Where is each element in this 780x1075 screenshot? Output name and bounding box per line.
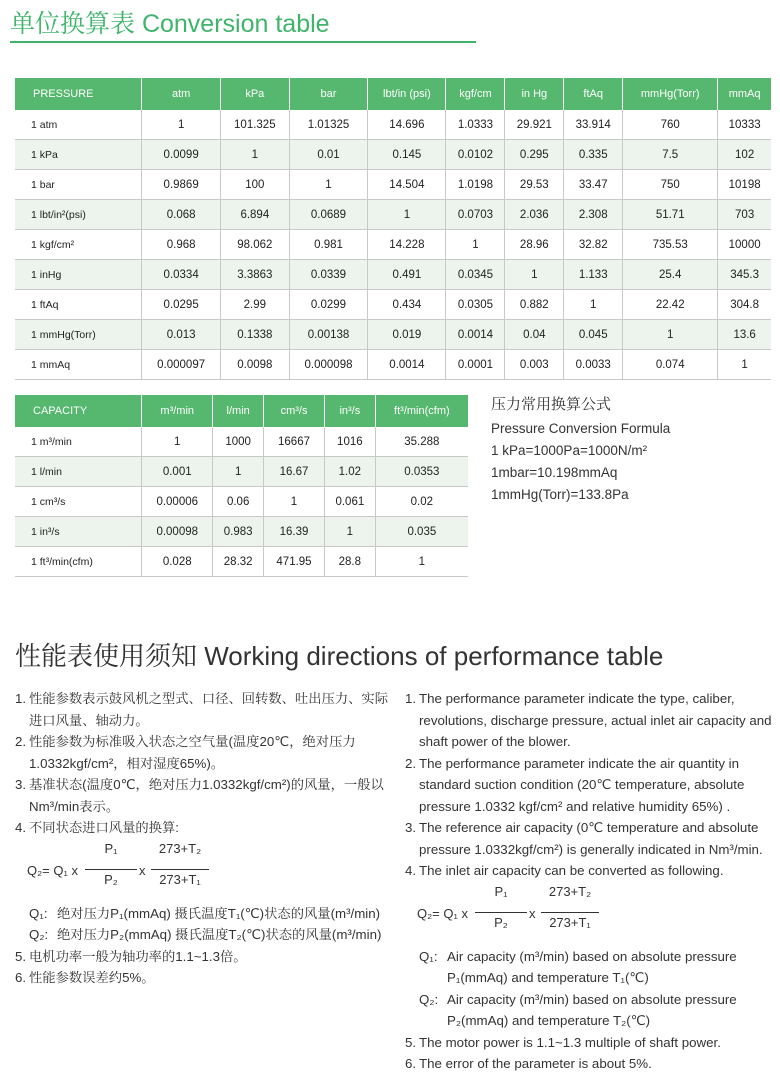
table-cell: 0.001 [142,457,213,487]
table-cell: 0.0033 [564,350,623,380]
column-header: lbt/in (psi) [368,78,446,110]
table-cell: 703 [718,200,771,230]
table-cell: 101.325 [220,110,289,140]
table-row [15,427,468,457]
table-header-row [15,395,468,427]
directions-cn [15,688,390,989]
table-cell: 345.3 [718,260,771,290]
list-item: 6. The error of the parameter is about 5%. [405,1056,652,1071]
directions-title: 性能表使用须知 Working directions of performance table [15,641,664,671]
column-header: mmHg(Torr) [623,78,718,110]
table-cell: 100 [220,170,289,200]
row-label: 1 l/min [15,457,142,487]
table-cell: 16667 [264,427,325,457]
table-cell: 0.01 [289,140,368,170]
table-cell: 16.39 [264,517,325,547]
row-label: 1 atm [15,110,142,140]
column-header: in³/s [324,395,375,427]
table-cell: 0.295 [505,140,564,170]
row-label: 1 mmAq [15,350,142,380]
column-header: ftAq [564,78,623,110]
list-item: 3. 基准状态(温度0℃，绝对压力1.0332kgf/cm²)的风量，一般以Nm³/min表示。 [15,777,384,814]
table-cell: 750 [623,170,718,200]
row-label: 1 kPa [15,140,142,170]
table-cell: 25.4 [623,260,718,290]
table-cell: 32.82 [564,230,623,260]
table-cell: 0.0014 [446,320,505,350]
table-cell: 33.914 [564,110,623,140]
table-cell: 0.0295 [142,290,221,320]
table-row [15,230,771,260]
table-cell: 0.981 [289,230,368,260]
row-label: 1 m³/min [15,427,142,457]
list-item: 1. 性能参数表示鼓风机之型式、口径、回转数、吐出压力、实际进口风量、轴动力。 [15,691,389,728]
pressure-formula-box [491,394,670,506]
table-cell: 0.983 [213,517,264,547]
table-cell: 10000 [718,230,771,260]
table-cell: 1.0198 [446,170,505,200]
capacity-conversion-table [15,395,468,577]
row-label: 1 cm³/s [15,487,142,517]
table-cell: 1 [375,547,468,577]
table-cell: 1 [718,350,771,380]
formula-line: 1mbar=10.198mmAq [491,465,618,480]
list-item: 2. 性能参数为标准吸入状态之空气量(温度20℃，绝对压力1.0332kgf/cm²，相对湿度65%)。 [15,734,356,771]
table-header-row [15,78,771,110]
column-header: PRESSURE [15,78,142,110]
column-header: kgf/cm [446,78,505,110]
list-item: 4. 不同状态进口风量的换算: [15,820,179,835]
table-cell: 1016 [324,427,375,457]
table-cell: 0.0014 [368,350,446,380]
title-underline [10,41,476,43]
table-cell: 29.53 [505,170,564,200]
table-cell: 0.045 [564,320,623,350]
table-cell: 1 [142,110,221,140]
table-cell: 28.32 [213,547,264,577]
table-cell: 0.0305 [446,290,505,320]
row-label: 1 ftAq [15,290,142,320]
formula-line: 1mmHg(Torr)=133.8Pa [491,487,629,502]
table-cell: 0.000097 [142,350,221,380]
table-cell: 760 [623,110,718,140]
table-cell: 10333 [718,110,771,140]
definition-q2: Q₂: 绝对压力P₂(mmAq) 摄氏温度T₂(℃)状态的风量(m³/min) [29,927,382,942]
table-cell: 1000 [213,427,264,457]
table-cell: 14.228 [368,230,446,260]
table-cell: 0.000098 [289,350,368,380]
list-item: 1. The performance parameter indicate the type, caliber, revolutions, discharge pressure, actual inlet air capacity and shaft power of the blower. [405,691,772,749]
table-cell: 16.67 [264,457,325,487]
directions-en [405,688,775,1075]
table-cell: 1 [213,457,264,487]
conversion-equation: Q₂= Q₁ x P₁ P₂ x 273+T₂ 273+T₁ [27,839,390,903]
table-cell: 0.434 [368,290,446,320]
table-cell: 0.003 [505,350,564,380]
table-row [15,320,771,350]
table-cell: 0.013 [142,320,221,350]
table-cell: 0.00006 [142,487,213,517]
table-cell: 1 [564,290,623,320]
table-cell: 0.074 [623,350,718,380]
table-cell: 304.8 [718,290,771,320]
table-cell: 1 [505,260,564,290]
table-cell: 98.062 [220,230,289,260]
table-cell: 10198 [718,170,771,200]
table-cell: 0.02 [375,487,468,517]
table-cell: 2.99 [220,290,289,320]
column-header: in Hg [505,78,564,110]
table-cell: 0.06 [213,487,264,517]
column-header: CAPACITY [15,395,142,427]
table-cell: 0.0689 [289,200,368,230]
row-label: 1 in³/s [15,517,142,547]
row-label: 1 kgf/cm² [15,230,142,260]
table-cell: 0.00098 [142,517,213,547]
column-header: bar [289,78,368,110]
column-header: mmAq [718,78,771,110]
table-cell: 0.1338 [220,320,289,350]
table-cell: 0.0345 [446,260,505,290]
table-cell: 0.0334 [142,260,221,290]
table-cell: 22.42 [623,290,718,320]
table-row [15,547,468,577]
table-row [15,487,468,517]
table-cell: 0.0703 [446,200,505,230]
row-label: 1 bar [15,170,142,200]
definition-q1: Q₁: Air capacity (m³/min) based on absolute pressure P₁(mmAq) and temperature T₁(℃) [419,948,737,985]
table-cell: 0.145 [368,140,446,170]
table-row [15,140,771,170]
table-cell: 1 [446,230,505,260]
table-cell: 0.335 [564,140,623,170]
table-cell: 0.968 [142,230,221,260]
table-cell: 0.491 [368,260,446,290]
table-cell: 0.0001 [446,350,505,380]
table-cell: 28.8 [324,547,375,577]
row-label: 1 inHg [15,260,142,290]
column-header: atm [142,78,221,110]
list-item: 2. The performance parameter indicate the air quantity in standard suction condition (20℃ temperature, absolute pressure 1.0332 kgf/cm² and relative humidity 65%) . [405,755,745,814]
table-cell: 33.47 [564,170,623,200]
formula-title-en: Pressure Conversion Formula [491,421,671,436]
table-cell: 0.882 [505,290,564,320]
list-item: 3. The reference air capacity (0℃ temperature and absolute pressure 1.0332kgf/cm²) is generally indicated in Nm³/min. [405,820,763,857]
table-cell: 1 [368,200,446,230]
column-header: l/min [213,395,264,427]
table-cell: 0.0339 [289,260,368,290]
table-row [15,110,771,140]
table-cell: 1 [142,427,213,457]
table-cell: 0.0098 [220,350,289,380]
table-cell: 0.019 [368,320,446,350]
table-cell: 0.9869 [142,170,221,200]
table-cell: 7.5 [623,140,718,170]
table-row [15,457,468,487]
table-cell: 1.02 [324,457,375,487]
column-header: m³/min [142,395,213,427]
formula-title-cn: 压力常用换算公式 [491,396,612,413]
table-cell: 1 [623,320,718,350]
table-row [15,200,771,230]
table-cell: 0.0299 [289,290,368,320]
table-cell: 2.036 [505,200,564,230]
column-header: cm³/s [264,395,325,427]
table-cell: 0.028 [142,547,213,577]
table-cell: 0.0102 [446,140,505,170]
row-label: 1 mmHg(Torr) [15,320,142,350]
table-cell: 2.308 [564,200,623,230]
table-cell: 1 [220,140,289,170]
table-cell: 0.04 [505,320,564,350]
table-cell: 1.133 [564,260,623,290]
list-item: 5. 电机功率一般为轴功率的1.1~1.3倍。 [15,948,247,964]
table-cell: 51.71 [623,200,718,230]
page-title: 单位换算表 Conversion table [10,10,330,38]
table-cell: 0.035 [375,517,468,547]
table-cell: 0.00138 [289,320,368,350]
table-cell: 0.061 [324,487,375,517]
column-header: kPa [220,78,289,110]
column-header: ft³/min(cfm) [375,395,468,427]
table-cell: 1.0333 [446,110,505,140]
table-cell: 102 [718,140,771,170]
table-cell: 0.068 [142,200,221,230]
formula-line: 1 kPa=1000Pa=1000N/m² [491,443,648,458]
conversion-equation: Q₂= Q₁ x P₁ P₂ x 273+T₂ 273+T₁ [417,882,775,946]
definition-q2: Q₂: Air capacity (m³/min) based on absolute pressure P₂(mmAq) and temperature T₂(℃) [419,991,737,1028]
table-cell: 3.3863 [220,260,289,290]
table-cell: 13.6 [718,320,771,350]
table-cell: 29.921 [505,110,564,140]
table-cell: 1 [324,517,375,547]
table-row [15,517,468,547]
table-cell: 35.288 [375,427,468,457]
table-cell: 735.53 [623,230,718,260]
row-label: 1 lbt/in²(psi) [15,200,142,230]
table-cell: 14.504 [368,170,446,200]
table-cell: 471.95 [264,547,325,577]
table-row [15,290,771,320]
list-item: 4. The inlet air capacity can be converted as following. [405,863,724,878]
list-item: 6. 性能参数误差约5%。 [15,970,155,985]
table-cell: 14.696 [368,110,446,140]
table-cell: 0.0099 [142,140,221,170]
table-cell: 28.96 [505,230,564,260]
definition-q1: Q₁: 绝对压力P₁(mmAq) 摄氏温度T₁(℃)状态的风量(m³/min) [29,905,381,921]
table-row [15,260,771,290]
table-row [15,350,771,380]
list-item: 5. The motor power is 1.1~1.3 multiple of shaft power. [405,1034,721,1050]
table-cell: 1.01325 [289,110,368,140]
pressure-conversion-table [15,78,771,380]
table-cell: 1 [289,170,368,200]
row-label: 1 ft³/min(cfm) [15,547,142,577]
table-row [15,170,771,200]
table-cell: 0.0353 [375,457,468,487]
table-cell: 6.894 [220,200,289,230]
table-cell: 1 [264,487,325,517]
